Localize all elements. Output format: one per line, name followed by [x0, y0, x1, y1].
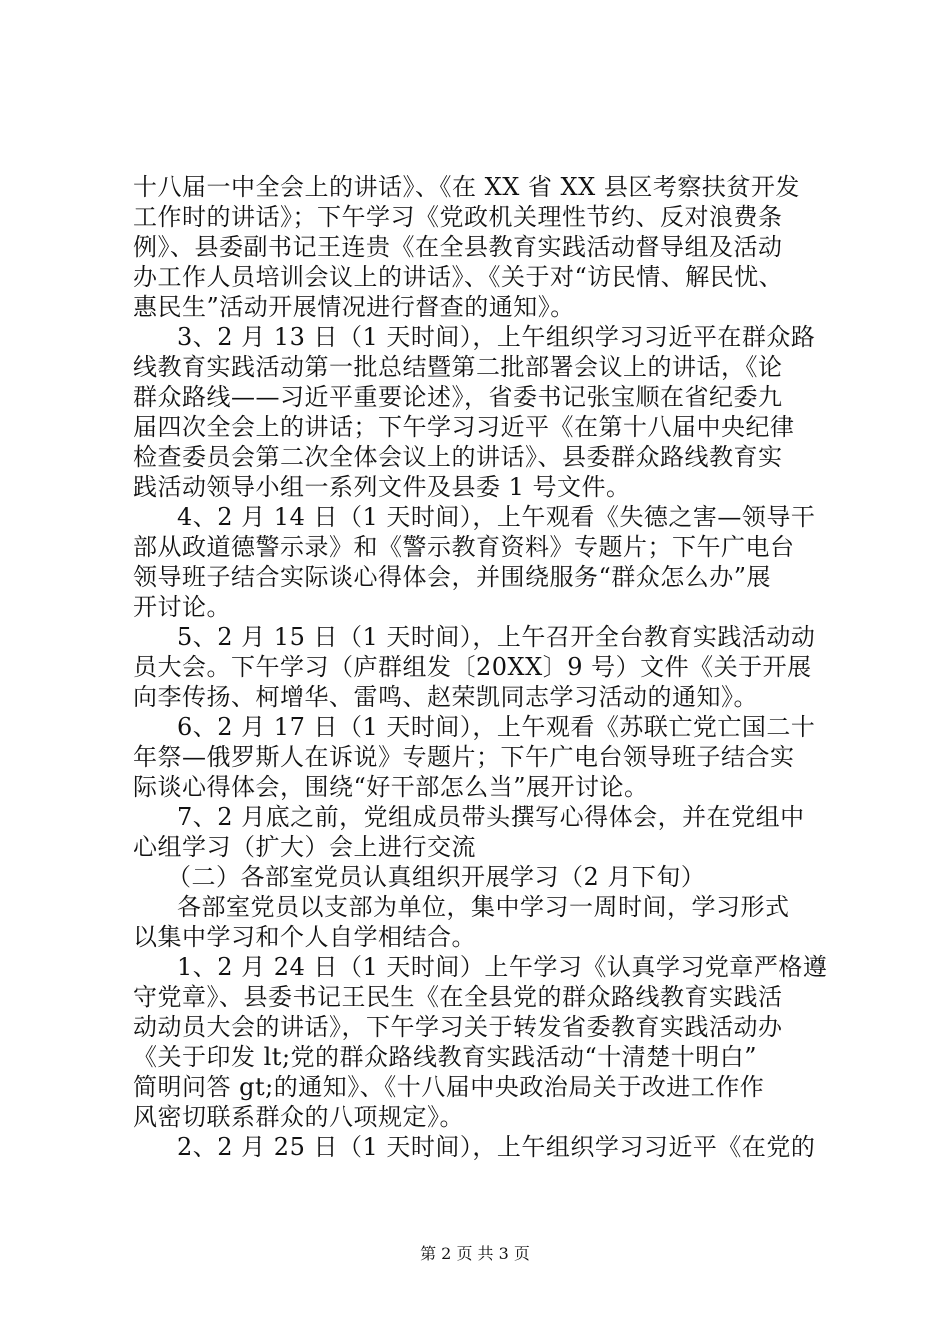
- text-line: 开讨论。: [133, 593, 231, 621]
- text-line: 领导班子结合实际谈心得体会，并围绕服务“群众怎么办”展: [133, 563, 772, 591]
- text-line: 向李传扬、柯增华、雷鸣、赵荣凯同志学习活动的通知》。: [133, 683, 758, 711]
- text-line: 年祭—俄罗斯人在诉说》专题片；下午广电台领导班子结合实: [133, 743, 795, 771]
- text-line: 1、2 月 24 日（1 天时间）上午学习《认真学习党章严格遵: [177, 953, 828, 981]
- text-line: 例》、县委副书记王连贵《在全县教育实践活动督导组及活动: [133, 233, 783, 261]
- text-line: 践活动领导小组一系列文件及县委 1 号文件。: [133, 473, 631, 501]
- text-line: 工作时的讲话》；下午学习《党政机关理性节约、反对浪费条: [133, 203, 783, 231]
- text-line: 2、2 月 25 日（1 天时间），上午组织学习习近平《在党的: [177, 1133, 816, 1161]
- text-line: 惠民生”活动开展情况进行督查的通知》。: [133, 293, 575, 321]
- text-line: 7、2 月底之前，党组成员带头撰写心得体会，并在党组中: [177, 803, 805, 831]
- text-line: 办工作人员培训会议上的讲话》、《关于对“访民情、解民忧、: [133, 263, 784, 291]
- text-line: 际谈心得体会，围绕“好干部怎么当”展开讨论。: [133, 773, 649, 801]
- text-line: 简明问答 gt;的通知》、《十八届中央政治局关于改进工作作: [133, 1073, 765, 1101]
- text-line: 届四次全会上的讲话；下午学习习近平《在第十八届中央纪律: [133, 413, 795, 441]
- text-line: 守党章》、县委书记王民生《在全县党的群众路线教育实践活: [133, 983, 783, 1011]
- text-line: 动动员大会的讲话》，下午学习关于转发省委教育实践活动办: [133, 1013, 783, 1041]
- text-line: 6、2 月 17 日（1 天时间），上午观看《苏联亡党亡国二十: [177, 713, 816, 741]
- text-line: 5、2 月 15 日（1 天时间），上午召开全台教育实践活动动: [177, 623, 816, 651]
- text-line: （二）各部室党员认真组织开展学习（2 月下旬）: [167, 863, 706, 891]
- text-line: 心组学习（扩大）会上进行交流: [133, 833, 476, 861]
- text-line: 《关于印发 lt;党的群众路线教育实践活动“十清楚十明白”: [133, 1043, 758, 1071]
- text-line: 线教育实践活动第一批总结暨第二批部署会议上的讲话，《论: [133, 353, 783, 381]
- text-line: 以集中学习和个人自学相结合。: [133, 923, 476, 951]
- text-line: 检查委员会第二次全体会议上的讲话》、县委群众路线教育实: [133, 443, 783, 471]
- text-line: 十八届一中全会上的讲话》、《在 XX 省 XX 县区考察扶贫开发: [133, 173, 800, 201]
- text-line: 部从政道德警示录》和《警示教育资料》专题片；下午广电台: [133, 533, 795, 561]
- text-line: 3、2 月 13 日（1 天时间），上午组织学习习近平在群众路: [177, 323, 816, 351]
- document-body: [133, 172, 833, 1162]
- text-line: 群众路线——习近平重要论述》，省委书记张宝顺在省纪委九: [133, 383, 783, 411]
- text-line: 各部室党员以支部为单位，集中学习一周时间，学习形式: [177, 893, 790, 921]
- text-line: 4、2 月 14 日（1 天时间），上午观看《失德之害—领导干: [177, 503, 816, 531]
- page-footer: 第 2 页 共 3 页: [420, 1244, 530, 1263]
- text-line: 风密切联系群众的八项规定》。: [133, 1103, 464, 1131]
- text-line: 员大会。下午学习（庐群组发〔20XX〕9 号）文件《关于开展: [133, 653, 812, 681]
